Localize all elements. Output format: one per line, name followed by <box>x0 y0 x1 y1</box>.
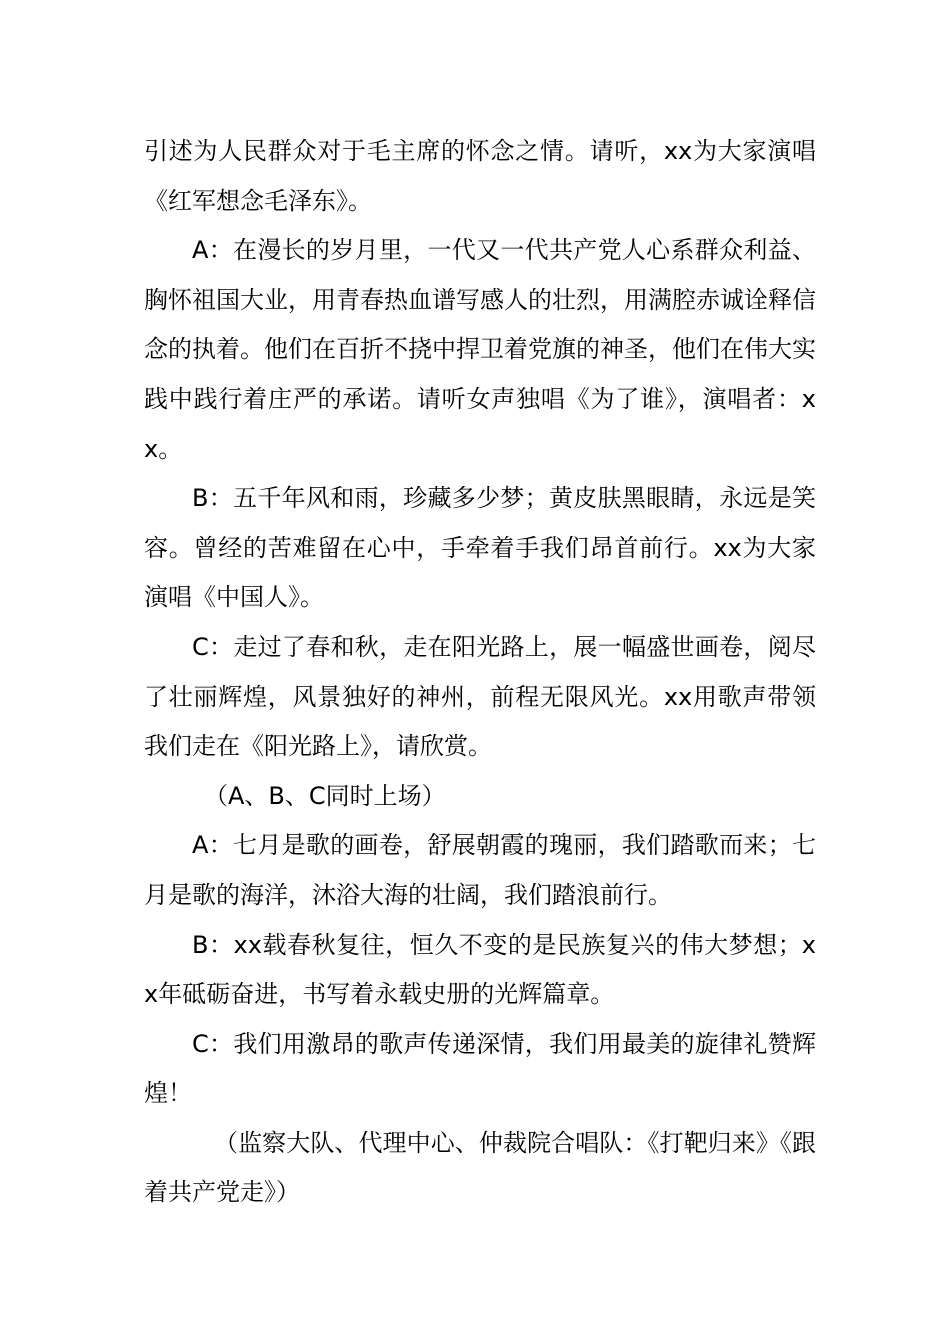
paragraph-continuation: 引述为人民群众对于毛主席的怀念之情。请听，xx为大家演唱《红军想念毛泽东》。 <box>144 137 816 215</box>
paragraph-a-intro: A：在漫长的岁月里，一代又一代共产党人心系群众利益、胸怀祖国大业，用青春热血谱写感人的壮烈，用满腔赤诚诠释信念的执着。他们在百折不挠中捍卫着党旗的神圣，他们在伟大实践中践行着庄严的承诺。请听女声独唱《为了谁》，演唱者：xx。 <box>144 236 816 463</box>
paragraph-b-intro: B：五千年风和雨，珍藏多少梦；黄皮肤黑眼睛，永远是笑容。曾经的苦难留在心中，手牵着手我们昂首前行。xx为大家演唱《中国人》。 <box>144 484 816 612</box>
choir-note: （监察大队、代理中心、仲裁院合唱队：《打靶归来》《跟着共产党走》） <box>144 1128 816 1207</box>
stage-direction: （A、B、C同时上场） <box>204 781 446 810</box>
document-body <box>144 127 816 1218</box>
paragraph-c-songs: C：我们用激昂的歌声传递深情，我们用最美的旋律礼赞辉煌！ <box>144 1029 816 1108</box>
paragraph-b-years: B：xx载春秋复往，恒久不变的是民族复兴的伟大梦想；xx年砥砺奋进，书写着永载史册的光辉篇章。 <box>144 930 816 1009</box>
paragraph-a-july: A：七月是歌的画卷，舒展朝霞的瑰丽，我们踏歌而来；七月是歌的海洋，沐浴大海的壮阔，我们踏浪前行。 <box>144 831 816 909</box>
paragraph-c-intro: C：走过了春和秋，走在阳光路上，展一幅盛世画卷，阅尽了壮丽辉煌，风景独好的神州，前程无限风光。xx用歌声带领我们走在《阳光路上》，请欣赏。 <box>144 632 816 761</box>
